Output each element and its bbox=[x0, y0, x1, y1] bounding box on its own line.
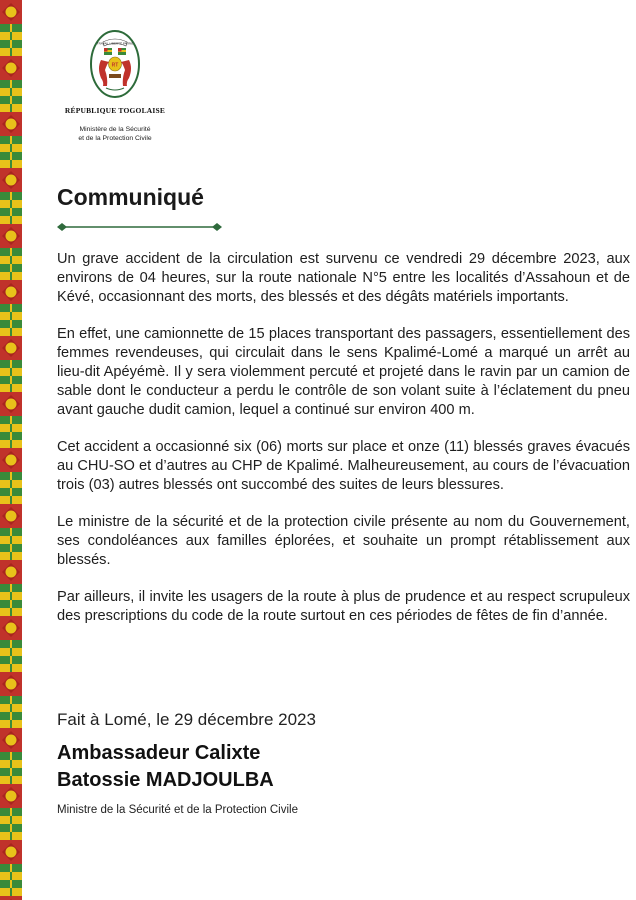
border-circle bbox=[6, 399, 17, 410]
border-stripe-accent bbox=[10, 488, 12, 496]
border-stripe-accent bbox=[10, 664, 12, 672]
border-stripe-accent bbox=[10, 712, 12, 720]
border-stripe-accent bbox=[10, 760, 12, 768]
border-stripe-accent bbox=[10, 656, 12, 664]
decorative-border bbox=[0, 0, 22, 900]
border-stripe-accent bbox=[10, 32, 12, 40]
border-stripe-accent bbox=[10, 360, 12, 368]
border-stripe-accent bbox=[10, 592, 12, 600]
border-stripe-accent bbox=[10, 312, 12, 320]
border-stripe-accent bbox=[10, 328, 12, 336]
signer-role: Ministre de la Sécurité et de la Protection Civile bbox=[57, 804, 298, 816]
ministry-line-2: et de la Protection Civile bbox=[78, 135, 152, 142]
signature-block bbox=[57, 710, 617, 816]
border-stripe-accent bbox=[10, 480, 12, 488]
border-circle bbox=[6, 623, 17, 634]
border-stripe-accent bbox=[10, 272, 12, 280]
border-stripe-accent bbox=[10, 368, 12, 376]
border-stripe-accent bbox=[10, 304, 12, 312]
border-circle bbox=[6, 511, 17, 522]
border-circle bbox=[6, 847, 17, 858]
border-stripe-accent bbox=[10, 424, 12, 432]
communique-body bbox=[57, 250, 630, 644]
border-stripe-accent bbox=[10, 104, 12, 112]
border-circle bbox=[6, 455, 17, 466]
border-stripe-accent bbox=[10, 384, 12, 392]
paragraph: Le ministre de la sécurité et de la protection civile présente au nom du Gouvernement, ses condoléances aux familles éplorées, et souhaite un prompt rétablissement aux blessés. bbox=[57, 514, 630, 568]
border-circle bbox=[6, 567, 17, 578]
border-stripe-accent bbox=[10, 584, 12, 592]
border-stripe-accent bbox=[10, 216, 12, 224]
border-circle bbox=[6, 679, 17, 690]
border-stripe-accent bbox=[10, 152, 12, 160]
border-circle bbox=[6, 119, 17, 130]
border-stripe-accent bbox=[10, 608, 12, 616]
border-circle bbox=[6, 231, 17, 242]
border-stripe-accent bbox=[10, 872, 12, 880]
border-circle bbox=[6, 175, 17, 186]
border-stripe-accent bbox=[10, 208, 12, 216]
paragraph: En effet, une camionnette de 15 places transportant des passagers, essentiellement des femmes revendeuses, qui circulait dans le sens Kpalimé-Lomé a marqué un arrêt au lieu-dit Apéyémè. Il y sera violemment percuté et projeté dans le ravin par un camion de sable dont le conducteur a perdu le contrôle de son volant suite à l’éclatement du pneu avant gauche dudit camion, lequel a continué sur environ 400 m. bbox=[57, 326, 630, 418]
border-circle bbox=[6, 7, 17, 18]
border-stripe-accent bbox=[10, 832, 12, 840]
border-stripe-accent bbox=[10, 720, 12, 728]
border-stripe-accent bbox=[10, 472, 12, 480]
ministry-name bbox=[60, 125, 170, 143]
border-stripe-accent bbox=[10, 24, 12, 32]
border-stripe-accent bbox=[10, 192, 12, 200]
signer-name-line-2: Batossie MADJOULBA bbox=[57, 769, 274, 791]
border-stripe-accent bbox=[10, 528, 12, 536]
paragraph: Un grave accident de la circulation est survenu ce vendredi 29 décembre 2023, aux environs de 04 heures, sur la route nationale N°5 entre les localités d’Assahoun et de Kévé, occasionnant des morts, des blessés et des dégâts matériels importants. bbox=[57, 251, 630, 305]
paragraph: Cet accident a occasionné six (06) morts sur place et onze (11) blessés graves évacués au CHU-SO et d’autres au CHP de Kpalimé. Malheureusement, au cours de l’évacuation trois (03) autres blessés ont succombé des suites de leurs blessures. bbox=[57, 439, 630, 493]
paragraph: Par ailleurs, il invite les usagers de la route à plus de prudence et au respect scrupuleux des prescriptions du code de la route surtout en ces périodes de fêtes de fin d’année. bbox=[57, 589, 630, 624]
country-name: RÉPUBLIQUE TOGOLAISE bbox=[64, 106, 166, 115]
ministry-line-1: Ministère de la Sécurité bbox=[79, 126, 151, 133]
border-stripe-accent bbox=[10, 536, 12, 544]
border-circle bbox=[6, 287, 17, 298]
border-stripe-accent bbox=[10, 544, 12, 552]
coat-of-arms-logo bbox=[89, 30, 141, 102]
border-circle bbox=[6, 63, 17, 74]
border-stripe-accent bbox=[10, 432, 12, 440]
border-stripe-accent bbox=[10, 752, 12, 760]
border-stripe-accent bbox=[10, 600, 12, 608]
border-stripe-accent bbox=[10, 256, 12, 264]
border-stripe-accent bbox=[10, 776, 12, 784]
border-stripe-accent bbox=[10, 80, 12, 88]
place-and-date: Fait à Lomé, le 29 décembre 2023 bbox=[57, 710, 316, 729]
border-circle bbox=[6, 735, 17, 746]
border-stripe-accent bbox=[10, 888, 12, 896]
border-stripe-accent bbox=[10, 704, 12, 712]
border-stripe-accent bbox=[10, 648, 12, 656]
border-stripe-accent bbox=[10, 816, 12, 824]
border-stripe-accent bbox=[10, 808, 12, 816]
border-stripe-accent bbox=[10, 880, 12, 888]
border-stripe-accent bbox=[10, 48, 12, 56]
border-stripe-accent bbox=[10, 144, 12, 152]
border-circle bbox=[6, 343, 17, 354]
seal-initials: RT bbox=[111, 62, 119, 69]
border-stripe-accent bbox=[10, 160, 12, 168]
letterhead bbox=[60, 30, 170, 143]
border-stripe-accent bbox=[10, 416, 12, 424]
border-stripe-accent bbox=[10, 696, 12, 704]
document-title: Communiqué bbox=[57, 184, 204, 210]
border-stripe-accent bbox=[10, 640, 12, 648]
border-stripe-accent bbox=[10, 824, 12, 832]
border-stripe-accent bbox=[10, 440, 12, 448]
seal-banner-text: TRAVAIL LIBERTÉ PATRIE bbox=[96, 41, 134, 46]
title-divider bbox=[57, 222, 222, 232]
border-stripe-accent bbox=[10, 136, 12, 144]
border-stripe-accent bbox=[10, 552, 12, 560]
border-stripe-accent bbox=[10, 40, 12, 48]
border-stripe-accent bbox=[10, 320, 12, 328]
border-stripe-accent bbox=[10, 96, 12, 104]
border-stripe-accent bbox=[10, 768, 12, 776]
signer-name-line-1: Ambassadeur Calixte bbox=[57, 742, 261, 764]
border-stripe-accent bbox=[10, 496, 12, 504]
border-stripe-accent bbox=[10, 864, 12, 872]
border-circle bbox=[6, 791, 17, 802]
border-stripe-accent bbox=[10, 264, 12, 272]
border-stripe-accent bbox=[10, 88, 12, 96]
border-stripe-accent bbox=[10, 248, 12, 256]
border-stripe-accent bbox=[10, 200, 12, 208]
border-stripe-accent bbox=[10, 376, 12, 384]
